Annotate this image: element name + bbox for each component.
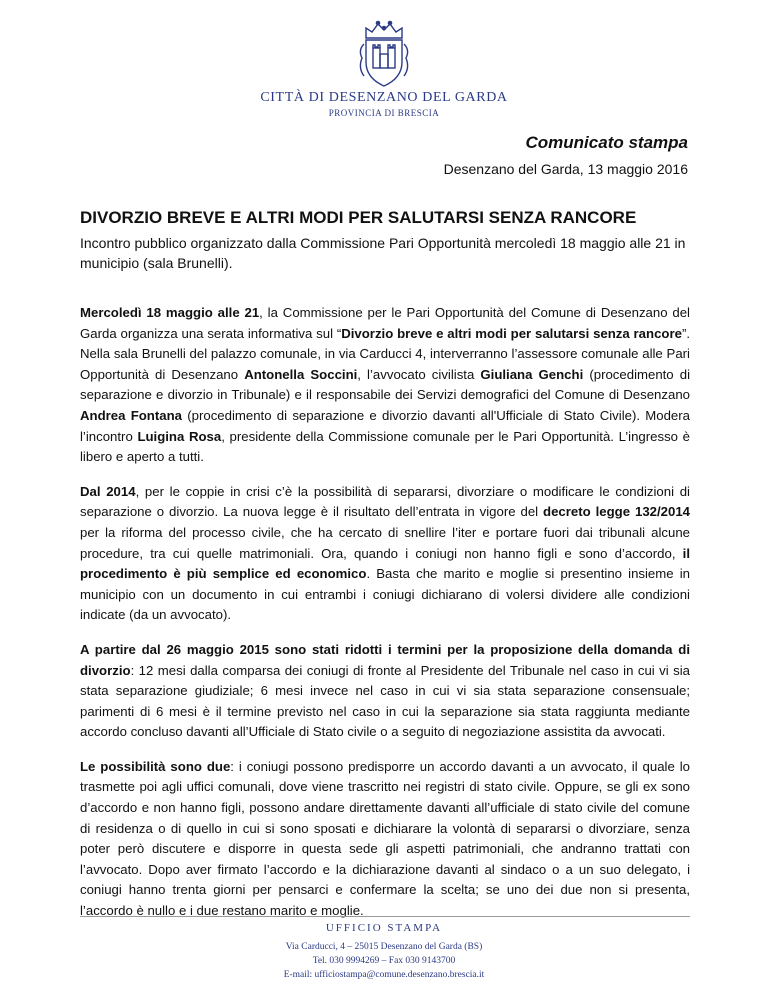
text-run: : 12 mesi dalla comparsa dei coniugi di fronte al Presidente del Tribunale nel caso in cui vi sia stata separazione giudiziale; 6 mesi invece nel caso in cui vi sia stata separazione consensuale; parimenti di 6 mesi è il termine previsto nel caso in cui la separazione sia stata raggiunta mediante accordo concluso davanti all’Ufficiale di Stato civile o a seguito di negoziazione assistita da avvocati. [80, 662, 690, 740]
bold-text-run: Giuliana Genchi [480, 366, 584, 382]
footer-divider [80, 916, 690, 917]
text-run: (procedimento di separazione e divorzio in Tribunale) e il responsabile dei Servizi demografici del Comune di Desenzano [80, 366, 691, 403]
bold-text-run: Divorzio breve e altri modi per salutarsi senza rancore [341, 325, 682, 341]
bold-text-run: Mercoledì 18 maggio alle 21 [80, 305, 260, 320]
article-body [80, 303, 690, 936]
text-run: , per le coppie in crisi c’è la possibilità di separarsi, divorziare o modificare le condizioni di separazione o divorzio. La nuova legge è il risultato dell’entrata in vigore del [80, 483, 690, 520]
paragraph-event [80, 303, 690, 468]
bold-text-run: A partire dal 26 maggio 2015 sono stati ridotti i termini per la proposizione della domanda di divorzio [80, 641, 690, 678]
bold-text-run: Luigina Rosa [137, 428, 222, 444]
bold-text-run: Antonella Soccini [244, 366, 358, 382]
province-name: PROVINCIA DI BRESCIA [328, 108, 440, 118]
bold-text-run: Le possibilità sono due [80, 758, 231, 774]
text-run: . Basta che marito e moglie si presentino insieme in municipio con un documento in cui entrambi i coniugi dichiarano di volersi dividere alle condizioni indicate (da un avvocato). [80, 566, 690, 623]
press-release-label: Comunicato stampa [525, 133, 688, 152]
text-run: : i coniugi possono predisporre un accordo davanti a un avvocato, il quale lo trasmette poi agli uffici comunali, dove viene trascritto nei registri di stato civile. Oppure, se gli ex sono d’accordo e non hanno figli, possono andare direttamente davanti all’ufficiale di stato civile del comune di residenza o di quello in cui si sono sposati e dichiarare la volontà di separarsi o divorziare, senza poter però discutere e disporre in questa sede gli aspetti patrimoniali, che andranno trattati con l’avvocato. Dopo aver firmato l’accordo e la dichiarazione davanti al sindaco o a un suo delegato, i coniugi hanno trenta giorni per pensarci e confermare la scelta; se uno dei due non si presenta, l’accordo è nullo e i due restano marito e moglie. [80, 758, 690, 919]
text-run: ”. Nella sala Brunelli del palazzo comunale, in via Carducci 4, interverranno l’assessore comunale alle Pari Opportunità di Desenzano [80, 325, 690, 382]
article-subhead: Incontro pubblico organizzato dalla Commissione Pari Opportunità mercoledì 18 maggio alle 21 in municipio (sala Brunelli). [80, 235, 686, 271]
footer-email: E-mail: ufficiostampa@comune.desenzano.brescia.it [283, 970, 485, 980]
text-run: , presidente della Commissione comunale per le Pari Opportunità. L’ingresso è libero e aperto a tutti. [80, 428, 690, 465]
paragraph-law-2014 [80, 482, 690, 626]
text-run: , l’avvocato civilista [357, 366, 481, 382]
paragraph-two-options [80, 757, 690, 922]
bold-text-run: il procedimento è più semplice ed economico [80, 545, 690, 582]
text-run: , la Commissione per le Pari Opportunità del Comune di Desenzano del Garda organizza una serata informativa sul “ [80, 305, 690, 341]
bold-text-run: decreto legge 132/2014 [543, 504, 690, 520]
bold-text-run: Andrea Fontana [80, 407, 182, 423]
city-name: CITTÀ DI DESENZANO DEL GARDA [260, 90, 508, 105]
footer-office-title: UFFICIO STAMPA [325, 922, 443, 934]
footer-phone: Tel. 030 9994269 – Fax 030 9143700 [312, 956, 456, 966]
city-coat-of-arms-icon [352, 18, 416, 90]
footer-address: Via Carducci, 4 – 25015 Desenzano del Garda (BS) [285, 942, 483, 952]
text-run: per la riforma del processo civile, che ha cercato di snellire l’iter e portare fuori dai tribunali alcune procedure, tra cui quelle matrimoniali. Ora, quando i coniugi non hanno figli e sono d’accordo, [80, 524, 690, 561]
paragraph-terms-2015 [80, 640, 690, 743]
article-headline: DIVORZIO BREVE E ALTRI MODI PER SALUTARSI SENZA RANCORE [80, 208, 637, 227]
text-run: (procedimento di separazione e divorzio davanti all'Ufficiale di Stato Civile). Modera l’incontro [80, 407, 690, 444]
dateline: Desenzano del Garda, 13 maggio 2016 [443, 161, 688, 177]
bold-text-run: Dal 2014 [80, 483, 136, 499]
